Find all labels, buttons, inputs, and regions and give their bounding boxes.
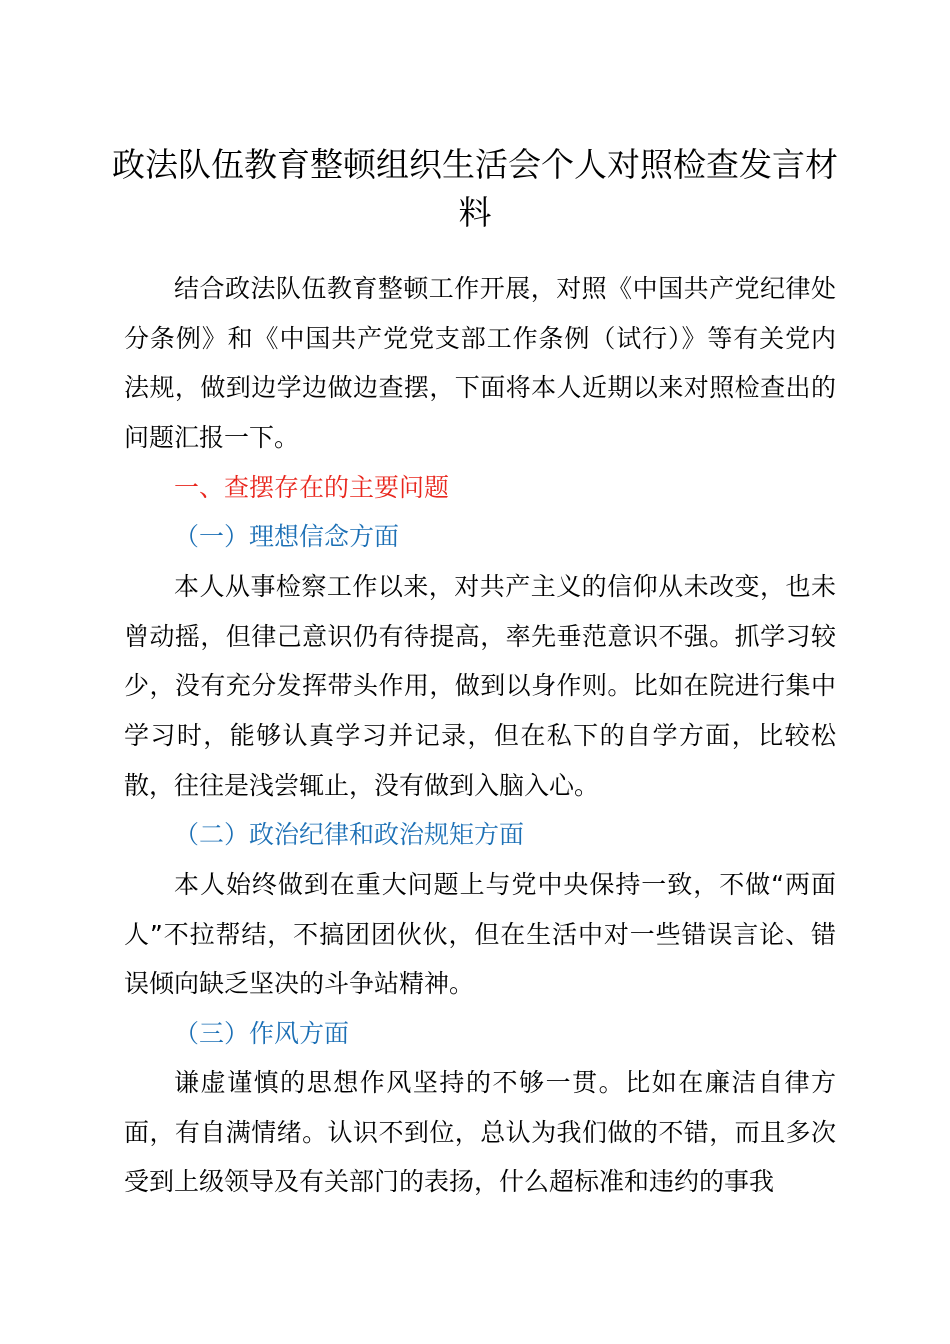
subheading-work-style: （三）作风方面 — [174, 1019, 350, 1048]
section-heading-problems: 一、查摆存在的主要问题 — [174, 473, 450, 502]
subheading-ideals-beliefs: （一）理想信念方面 — [174, 522, 400, 551]
paragraph-political-discipline: 本人始终做到在重大问题上与党中央保持一致，不做“两面人”不拉帮结，不搞团团伙伙，但在生活中对一些错误言论、错误倾向缺乏坚决的斗争站精神。 — [124, 870, 836, 999]
paragraph-ideals-beliefs: 本人从事检察工作以来，对共产主义的信仰从未改变，也未曾动摇，但律己意识仍有待提高，率先垂范意识不强。抓学习较少，没有充分发挥带头作用，做到以身作则。比如在院进行集中学习时，能够认真学习并记录，但在私下的自学方面，比较松散，往往是浅尝辄止，没有做到入脑入心。 — [124, 572, 836, 800]
paragraph-work-style: 谦虚谨慎的思想作风坚持的不够一贯。比如在廉洁自律方面，有自满情绪。认识不到位，总认为我们做的不错，而且多次受到上级领导及有关部门的表扬，什么超标准和违约的事我 — [124, 1068, 836, 1197]
subheading-political-discipline: （二）政治纪律和政治规矩方面 — [174, 820, 525, 849]
document-title: 政法队伍教育整顿组织生活会个人对照检查发言材料 — [112, 145, 838, 232]
intro-paragraph: 结合政法队伍教育整顿工作开展，对照《中国共产党纪律处分条例》和《中国共产党党支部工作条例（试行）》等有关党内法规，做到边学边做边查摆，下面将本人近期以来对照检查出的问题汇报一下。 — [124, 274, 836, 453]
